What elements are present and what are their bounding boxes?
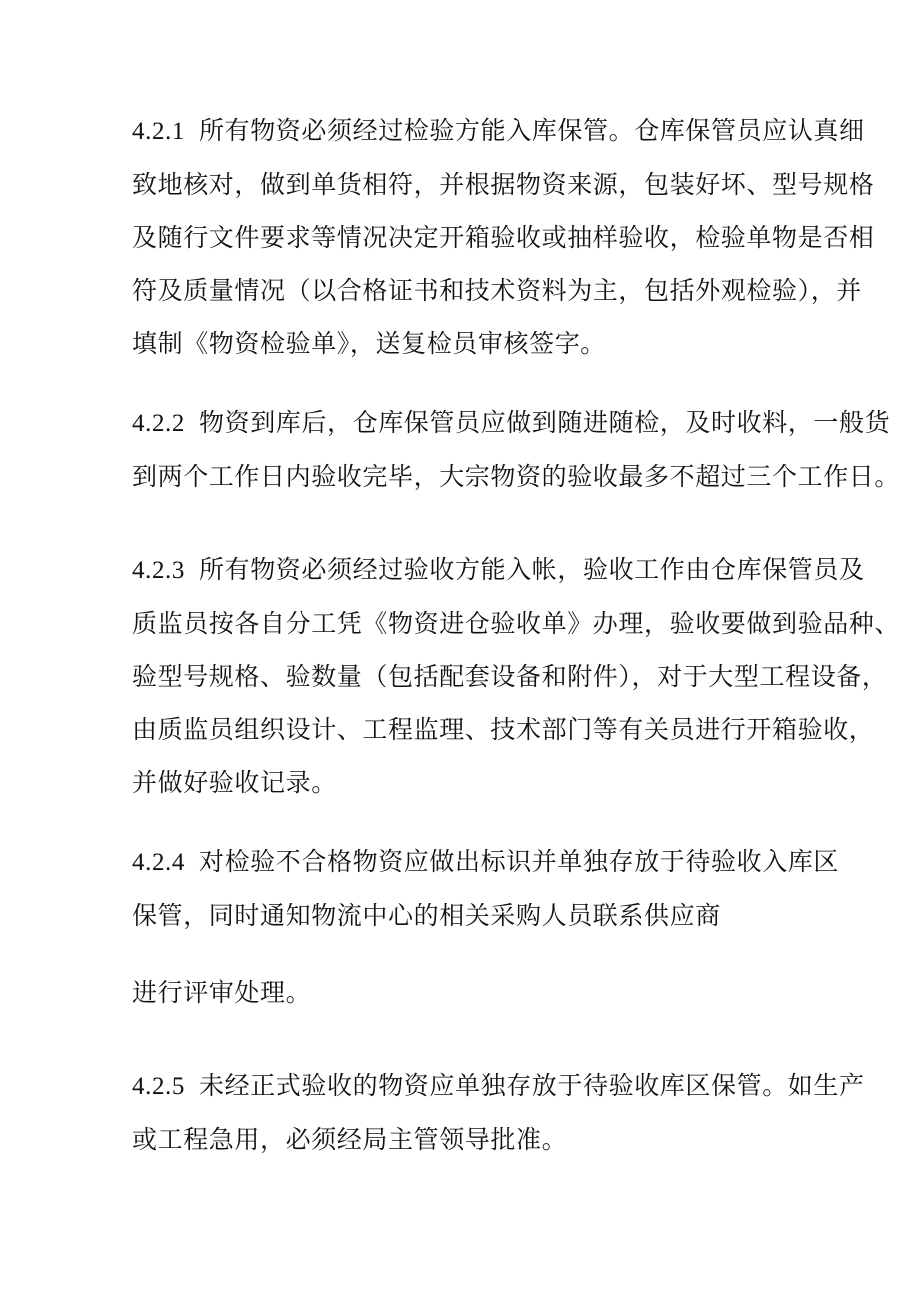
paragraph-line: 对检验不合格物资应做出标识并单独存放于待验收入库区 — [199, 847, 840, 876]
section-number: 4.2.4 — [132, 849, 185, 876]
paragraph-line: 所有物资必须经过检验方能入库保管。仓库保管员应认真细 — [199, 116, 865, 145]
paragraph-line: 并做好验收记录。 — [132, 768, 337, 797]
section-number: 4.2.1 — [132, 118, 185, 145]
paragraph-line: 所有物资必须经过验收方能入帐，验收工作由仓库保管员及 — [199, 555, 865, 584]
section-number: 4.2.5 — [132, 1073, 185, 1100]
paragraph-line: 物资到库后，仓库保管员应做到随进随检，及时收料，一般货 — [199, 408, 891, 437]
paragraph-line: 填制《物资检验单》，送复检员审核签字。 — [132, 329, 606, 358]
paragraph-line: 致地核对，做到单货相符，并根据物资来源，包装好坏、型号规格 — [132, 170, 875, 199]
section-4-2-5 — [132, 1059, 865, 1166]
paragraph-line: 进行评审处理。 — [132, 978, 312, 1007]
paragraph-line: 及随行文件要求等情况决定开箱验收或抽样验收，检验单物是否相 — [132, 223, 875, 252]
section-4-2-3 — [132, 543, 901, 809]
section-4-2-1 — [132, 104, 875, 370]
section-4-2-2 — [132, 396, 901, 503]
paragraph-line: 验型号规格、验数量（包括配套设备和附件），对于大型工程设备， — [132, 662, 888, 691]
paragraph-line: 质监员按各自分工凭《物资进仓验收单》办理，验收要做到验品种、 — [132, 609, 901, 638]
paragraph-line: 未经正式验收的物资应单独存放于待验收库区保管。如生产 — [199, 1071, 865, 1100]
section-number: 4.2.2 — [132, 410, 185, 437]
section-4-2-4 — [132, 835, 840, 942]
section-number: 4.2.3 — [132, 557, 185, 584]
paragraph-line: 到两个工作日内验收完毕，大宗物资的验收最多不超过三个工作日。 — [132, 462, 901, 491]
paragraph-line: 保管，同时通知物流中心的相关采购人员联系供应商 — [132, 901, 721, 930]
section-4-2-4-continuation — [132, 966, 812, 1019]
paragraph-line: 或工程急用，必须经局主管领导批准。 — [132, 1125, 568, 1154]
paragraph-line: 符及质量情况（以合格证书和技术资料为主，包括外观检验），并 — [132, 276, 862, 305]
paragraph-line: 由质监员组织设计、工程监理、技术部门等有关员进行开箱验收， — [132, 715, 875, 744]
